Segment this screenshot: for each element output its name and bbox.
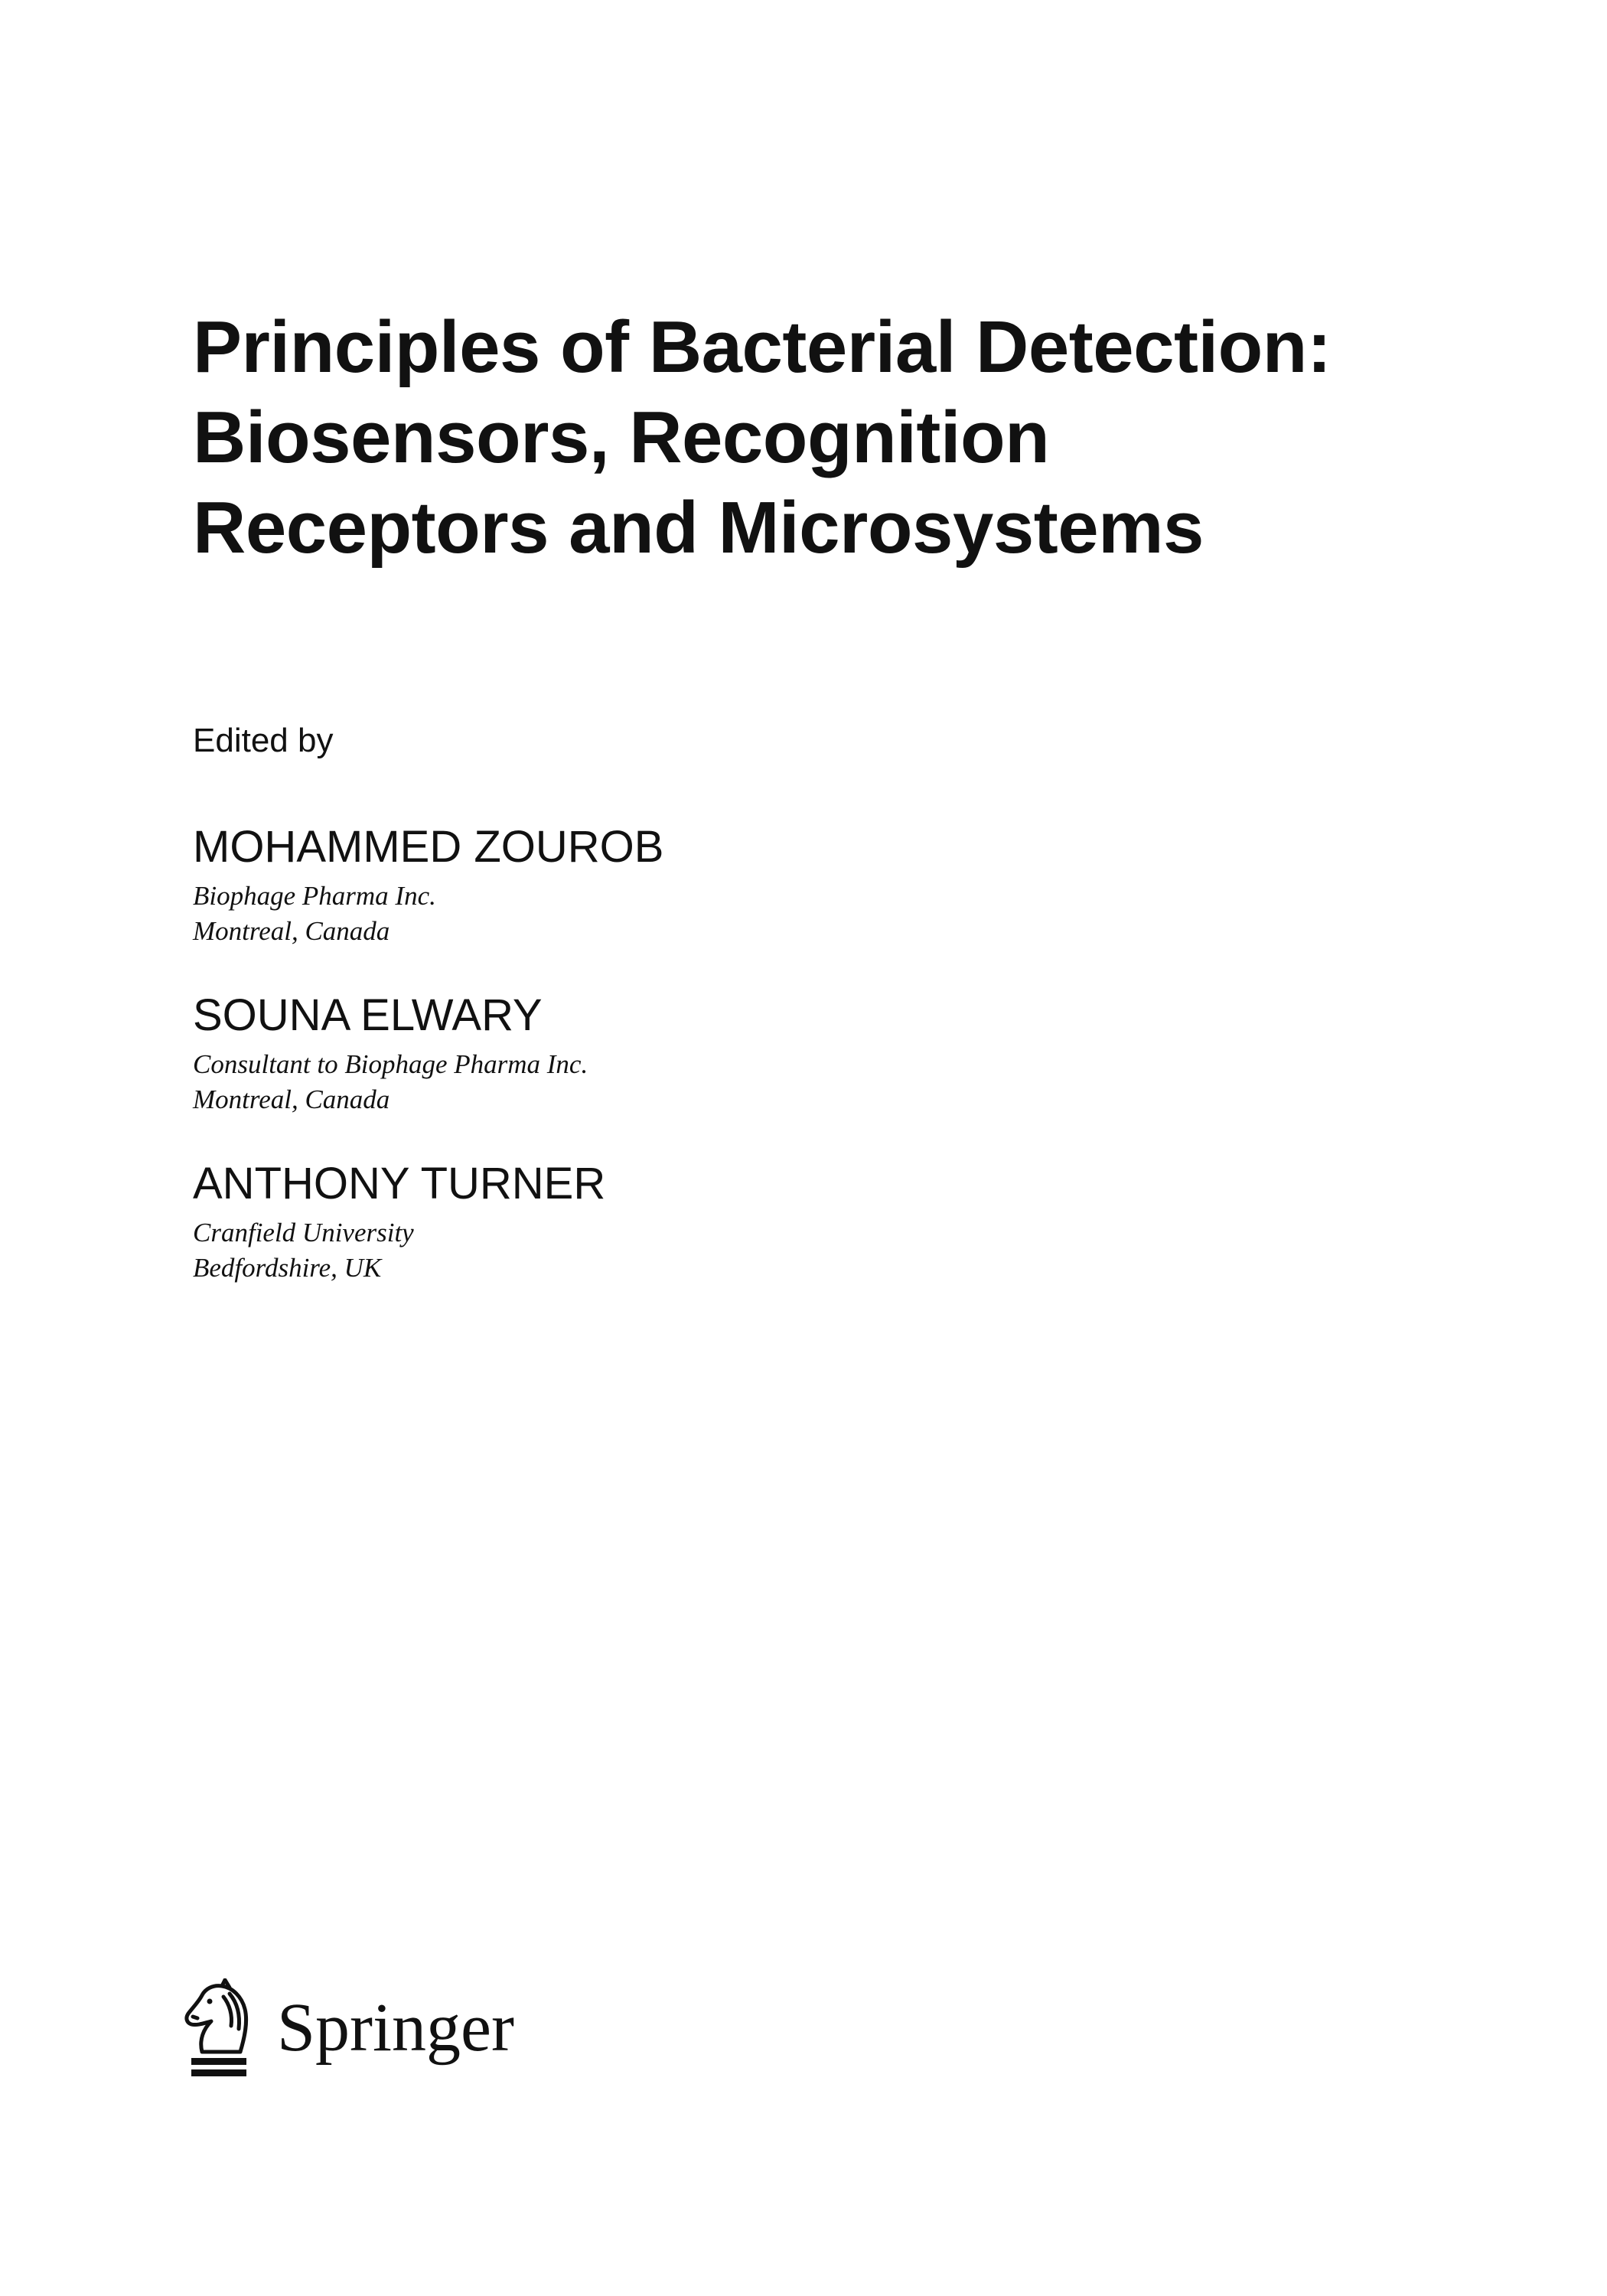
- editor-block-1: [193, 820, 1111, 949]
- editor-name: SOUNA ELWARY: [193, 990, 543, 1040]
- affiliation-line: Consultant to Biophage Pharma Inc.: [193, 1049, 588, 1079]
- editor-affiliation: [193, 1047, 1111, 1117]
- affiliation-line: Montreal, Canada: [193, 1084, 390, 1114]
- affiliation-line: Montreal, Canada: [193, 916, 390, 946]
- editor-block-2: [193, 989, 1111, 1117]
- affiliation-line: Cranfield University: [193, 1218, 414, 1247]
- publisher-logo: [176, 1978, 514, 2078]
- book-title: [193, 302, 1494, 573]
- editor-affiliation: [193, 1215, 1111, 1286]
- book-title-line-2: Biosensors, Recognition: [193, 396, 1050, 478]
- editor-affiliation: [193, 879, 1111, 949]
- springer-knight-icon: [176, 1978, 260, 2078]
- editor-name: MOHAMMED ZOUROB: [193, 822, 664, 872]
- editor-name: ANTHONY TURNER: [193, 1159, 606, 1208]
- editor-block-3: [193, 1157, 1111, 1286]
- book-title-line-1: Principles of Bacterial Detection:: [193, 306, 1332, 388]
- affiliation-line: Biophage Pharma Inc.: [193, 881, 436, 911]
- publisher-name: Springer: [277, 1990, 514, 2066]
- affiliation-line: Bedfordshire, UK: [193, 1253, 382, 1283]
- book-title-line-3: Receptors and Microsystems: [193, 487, 1204, 569]
- edited-by-label: Edited by: [193, 722, 334, 759]
